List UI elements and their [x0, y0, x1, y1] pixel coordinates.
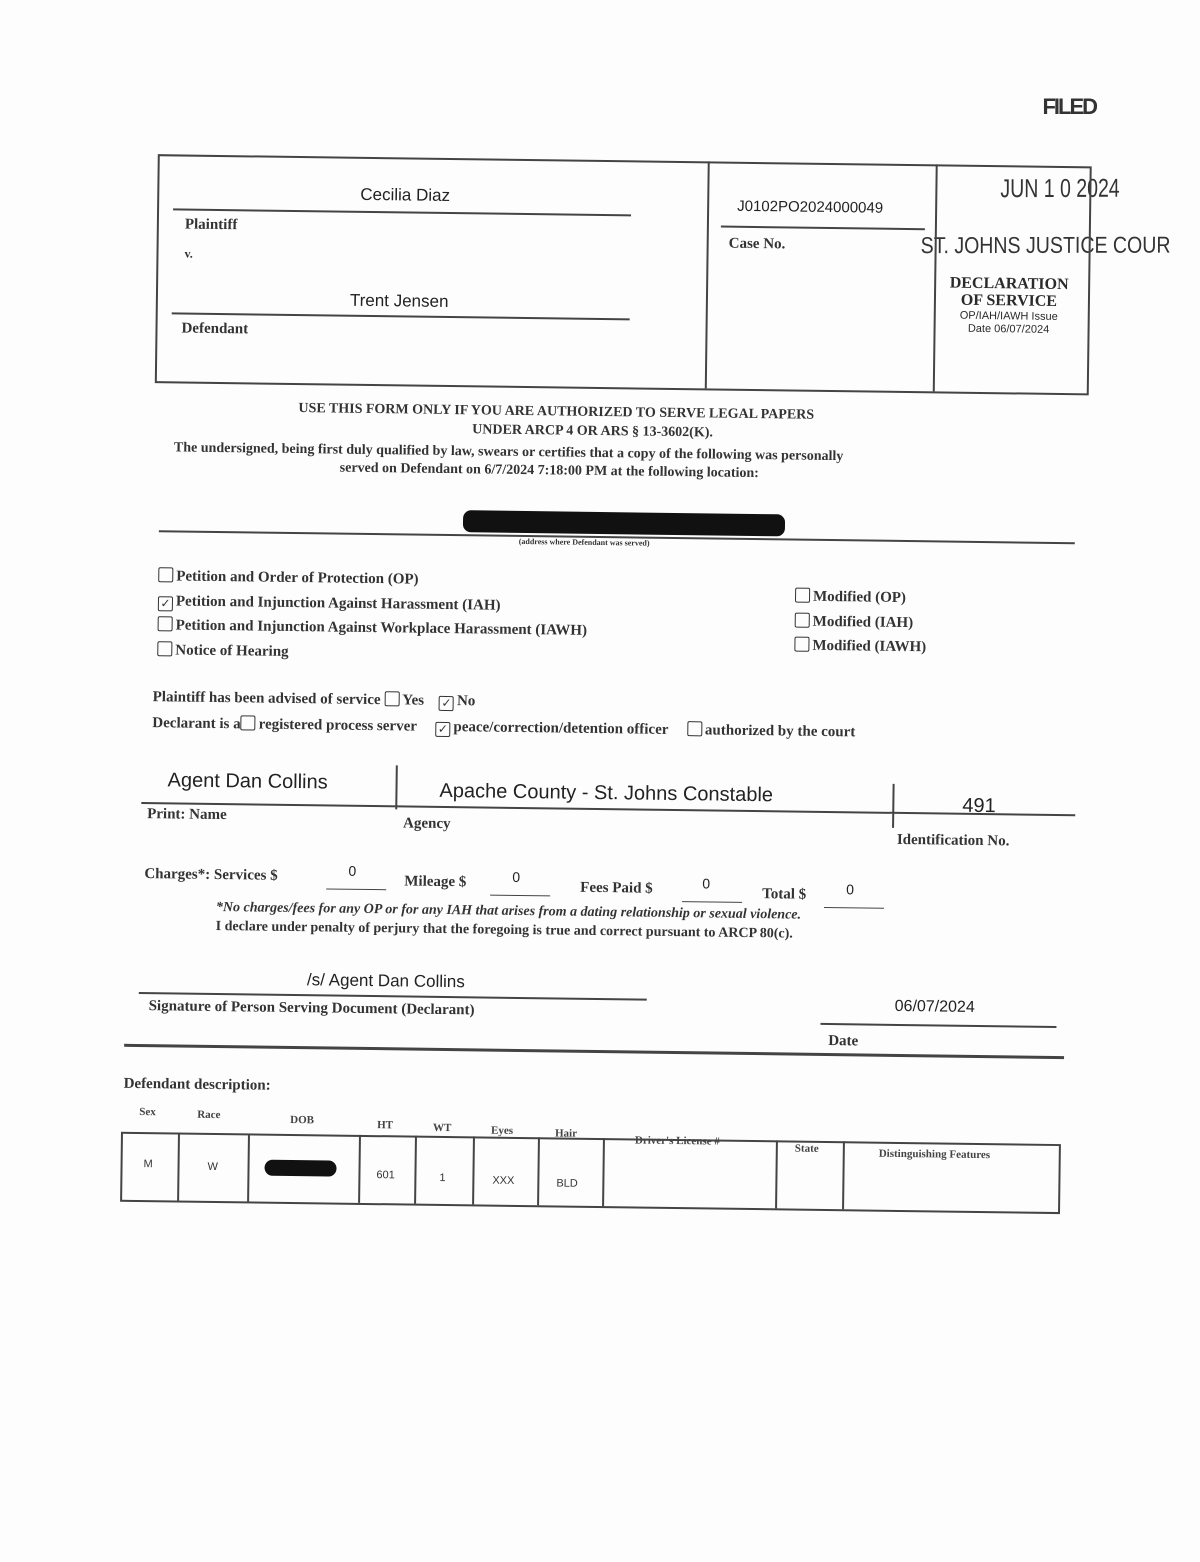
plaintiff-name: Cecilia Diaz: [360, 184, 451, 206]
col-hair: Hair: [554, 1127, 578, 1140]
fees-paid-label: Fees Paid $: [580, 879, 653, 897]
modified-list: [794, 585, 927, 660]
server-id: 491: [962, 794, 996, 818]
form-title-line2: OF SERVICE: [960, 291, 1058, 310]
doc-notice-of-hearing[interactable]: Notice of Hearing: [157, 638, 587, 668]
date-label: Date: [828, 1033, 859, 1050]
authorized-by-court-checkbox[interactable]: [687, 721, 702, 736]
advised-yes-checkbox[interactable]: [384, 691, 399, 706]
case-number: J0102PO2024000049: [737, 197, 884, 217]
agency-label: Agency: [402, 815, 451, 833]
advised-no-checkbox[interactable]: ✓: [439, 696, 454, 711]
checkbox[interactable]: [795, 612, 810, 627]
advised-row: Plaintiff has been advised of service Yes ✓ No: [152, 689, 476, 711]
charges-footnote: *No charges/fees for any OP or for any IAH that arises from a dating relationship or sexual violence.: [215, 899, 802, 923]
cell-hair: BLD: [556, 1177, 578, 1190]
filed-stamp: FILED: [1042, 94, 1097, 120]
redacted-address: [463, 510, 785, 536]
case-number-label: Case No.: [728, 235, 786, 253]
col-dob: DOB: [290, 1113, 315, 1127]
documents-list: [157, 564, 588, 668]
form-title: [943, 274, 1074, 337]
description-table: [120, 1132, 1061, 1214]
checkbox-checked[interactable]: ✓: [158, 596, 173, 611]
col-sex: Sex: [139, 1106, 156, 1119]
form-title-line1: DECLARATION: [949, 274, 1069, 294]
cell-race: W: [207, 1160, 219, 1174]
sworn-statement: The undersigned, being first duly qualified by law, swears or certifies that a copy of the following was personally: [173, 440, 844, 465]
col-drivers-license: Driver's License #: [634, 1134, 720, 1148]
col-ht: HT: [377, 1119, 394, 1132]
services-value: 0: [348, 862, 357, 879]
authorization-statute: UNDER ARCP 4 OR ARS § 13-3602(K).: [472, 422, 714, 441]
modified-iah[interactable]: Modified (IAH): [795, 609, 927, 635]
address-caption: (address where Defendant was served): [518, 536, 650, 548]
checkbox[interactable]: [158, 616, 173, 631]
versus-label: v.: [184, 246, 193, 261]
registered-process-server-checkbox[interactable]: [241, 715, 256, 730]
filed-date-stamp: JUN 1 0 2024: [1000, 172, 1120, 204]
redacted-dob: [264, 1160, 336, 1177]
col-state: State: [794, 1142, 819, 1155]
checkbox[interactable]: [158, 567, 173, 582]
signature-label: Signature of Person Serving Document (Declarant): [148, 998, 475, 1019]
cell-ht: 601: [376, 1169, 395, 1182]
defendant-name: Trent Jensen: [349, 290, 449, 311]
mileage-label: Mileage $: [404, 873, 467, 891]
col-race: Race: [197, 1108, 221, 1122]
server-agency: Apache County - St. Johns Constable: [439, 779, 774, 807]
issue-date: Date 06/07/2024: [967, 322, 1050, 336]
signature-value: /s/ Agent Dan Collins: [306, 970, 465, 992]
print-name-label: Print: Name: [147, 806, 227, 824]
service-datetime: served on Defendant on 6/7/2024 7:18:00 PM at the following location:: [339, 460, 759, 482]
total-value: 0: [846, 881, 855, 898]
mileage-value: 0: [512, 868, 521, 885]
doc-iawh[interactable]: Petition and Injunction Against Workplace Harassment (IAWH): [157, 613, 587, 643]
total-label: Total $: [762, 886, 807, 903]
cell-wt: 1: [439, 1171, 446, 1185]
defendant-label: Defendant: [181, 320, 249, 338]
authorization-notice: USE THIS FORM ONLY IF YOU ARE AUTHORIZED TO SERVE LEGAL PAPERS: [298, 401, 815, 423]
perjury-statement: I declare under penalty of perjury that the foregoing is true and correct pursuant to ARCP 80(c).: [215, 918, 793, 942]
peace-officer-checkbox[interactable]: ✓: [435, 722, 450, 737]
cell-sex: M: [143, 1158, 153, 1171]
services-label: Charges*: Services $: [144, 866, 278, 884]
col-distinguishing-features: Distinguishing Features: [878, 1147, 991, 1162]
col-wt: WT: [432, 1121, 452, 1135]
description-title: Defendant description:: [123, 1075, 271, 1094]
col-eyes: Eyes: [490, 1124, 514, 1137]
cell-eyes: XXX: [492, 1174, 515, 1187]
id-label: Identification No.: [896, 831, 1010, 850]
checkbox[interactable]: [157, 641, 172, 656]
doc-iah[interactable]: ✓ Petition and Injunction Against Harassment (IAH): [158, 589, 588, 619]
issue-label: OP/IAH/IAWH Issue: [959, 309, 1058, 323]
court-stamp: ST. JOHNS JUSTICE COUR: [920, 231, 1171, 259]
checkbox[interactable]: [794, 637, 809, 652]
doc-op[interactable]: Petition and Order of Protection (OP): [158, 564, 588, 594]
plaintiff-label: Plaintiff: [184, 216, 238, 234]
modified-op[interactable]: Modified (OP): [795, 585, 927, 611]
signature-date: 06/07/2024: [894, 997, 975, 1016]
modified-iawh[interactable]: Modified (IAWH): [794, 634, 926, 660]
fees-paid-value: 0: [702, 875, 711, 892]
checkbox[interactable]: [795, 588, 810, 603]
declarant-row: Declarant is a registered process server ✓ peace/correction/detention officer authorized by the court: [152, 715, 856, 741]
server-name: Agent Dan Collins: [167, 769, 328, 794]
